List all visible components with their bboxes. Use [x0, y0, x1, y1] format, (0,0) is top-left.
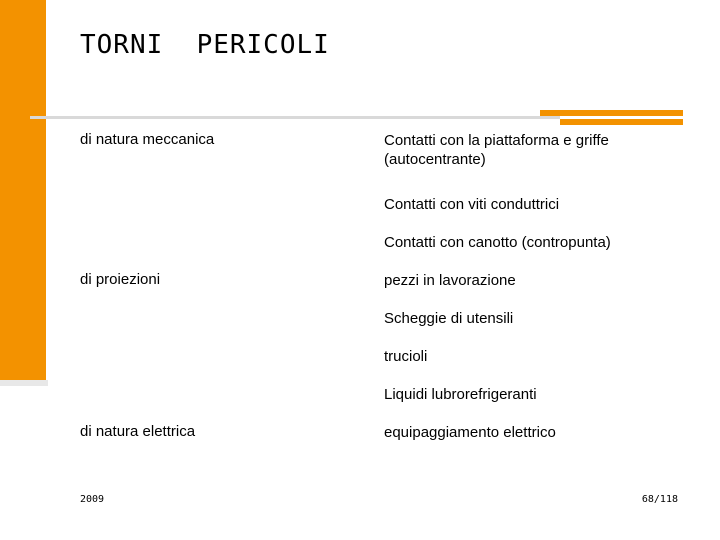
hazard-item: Contatti con viti conduttrici: [384, 196, 560, 213]
title-divider: [30, 116, 560, 119]
hazard-item: equipaggiamento elettrico: [384, 424, 556, 441]
title-accent-stripe-bottom: [560, 119, 683, 125]
hazard-item: Scheggie di utensili: [384, 310, 514, 327]
title-accent-stripe-top: [540, 110, 683, 116]
hazard-item: trucioli: [384, 348, 428, 365]
category-electrical: di natura elettrica: [80, 423, 196, 440]
side-accent-bar: [0, 0, 46, 380]
footer-year: 2009: [80, 494, 105, 505]
page-number: 68/118: [641, 494, 678, 505]
category-projections: di proiezioni: [80, 271, 161, 288]
side-accent-shadow: [0, 380, 48, 386]
category-mechanical: di natura meccanica: [80, 131, 215, 148]
slide-title: TORNI PERICOLI: [80, 30, 330, 60]
hazard-item: Contatti con canotto (contropunta): [384, 234, 611, 251]
hazard-item: Contatti con la piattaforma e griffe (autocentrante): [384, 132, 609, 168]
hazard-item: pezzi in lavorazione: [384, 272, 516, 289]
hazard-item: Liquidi lubrorefrigeranti: [384, 386, 537, 403]
